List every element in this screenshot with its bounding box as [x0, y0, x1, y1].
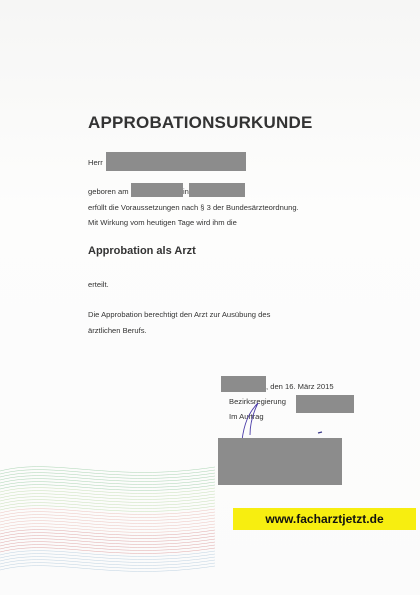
redacted-name [106, 152, 246, 171]
effect-line: Mit Wirkung vom heutigen Tage wird ihm die [88, 218, 237, 227]
watermark-url: www.facharztjetzt.de [265, 512, 384, 526]
approbation-heading: Approbation als Arzt [88, 245, 196, 257]
entitlement-line-2: ärztlichen Berufs. [88, 326, 147, 335]
salutation-label: Herr [88, 158, 103, 167]
born-label: geboren am [88, 187, 129, 196]
guilloche-decoration [0, 455, 215, 595]
authority-label: Bezirksregierung [229, 397, 286, 406]
watermark-banner [233, 508, 416, 530]
date-line: , den 16. März 2015 [266, 382, 334, 391]
on-behalf-label: Im Auftrag [229, 412, 264, 421]
document-title: APPROBATIONSURKUNDE [88, 113, 313, 132]
redacted-city [221, 376, 266, 392]
redacted-birth-place [189, 183, 245, 197]
entitlement-line-1: Die Approbation berechtigt den Arzt zur Ausübung des [88, 310, 271, 319]
born-in-label: in [183, 187, 189, 196]
redacted-birth-date [131, 183, 183, 197]
granted-text: erteilt. [88, 280, 109, 289]
redacted-signatory [218, 438, 342, 485]
requirements-line: erfüllt die Voraussetzungen nach § 3 der Bundesärzteordnung. [88, 203, 299, 212]
